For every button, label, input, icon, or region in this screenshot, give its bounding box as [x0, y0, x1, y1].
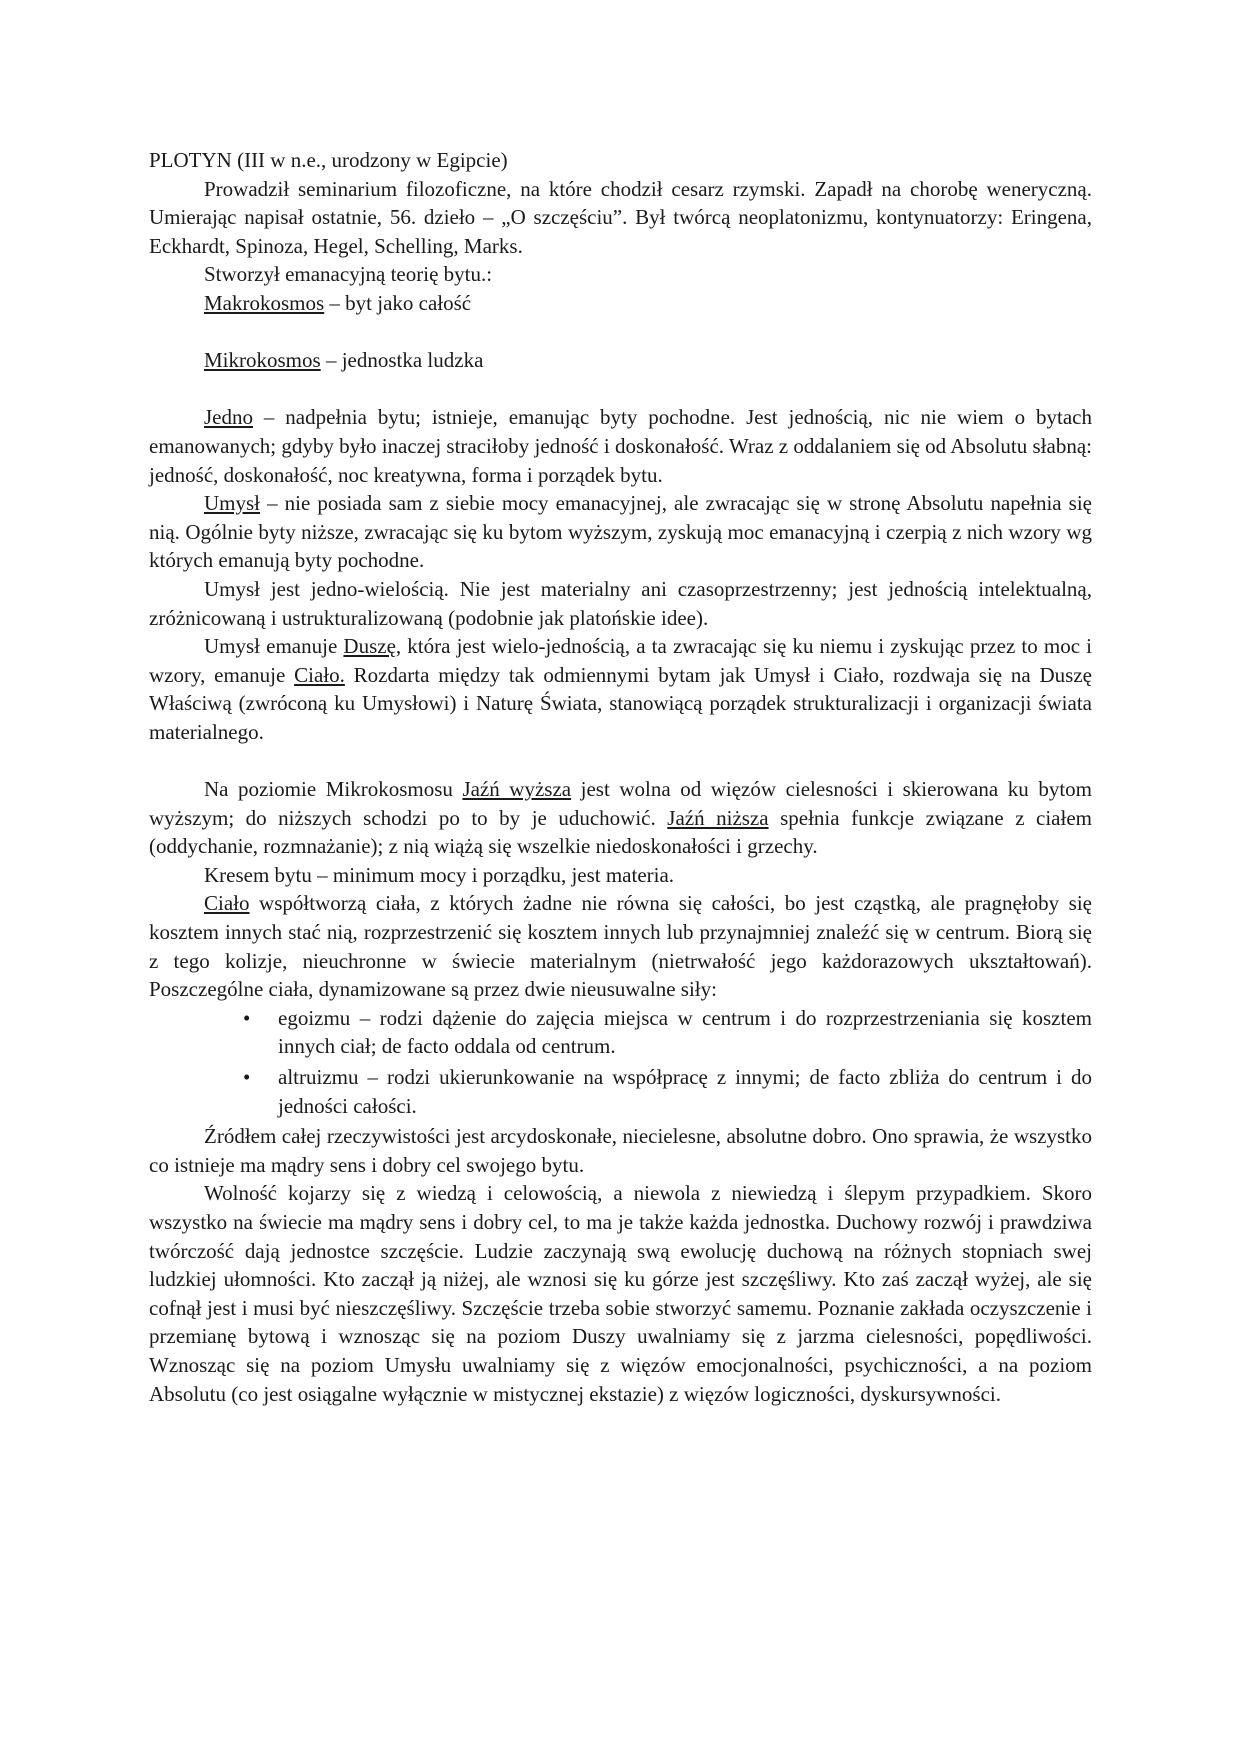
paragraph-mikrokosmos	[149, 775, 1092, 861]
makrokosmos-definition: – byt jako całość	[324, 290, 472, 315]
bullet-icon: •	[243, 1005, 251, 1030]
definition-makrokosmos	[149, 289, 1092, 318]
document-page	[149, 146, 1092, 1408]
paragraph-umysl	[149, 489, 1092, 575]
list-item	[243, 1063, 1092, 1120]
paragraph-intro: Prowadził seminarium filozoficzne, na które chodził cesarz rzymski. Zapadł na chorobę weneryczną. Umierając napisał ostatnie, 56. dzieło – „O szczęściu”. Był twórcą neoplatonizmu, kontynuatorzy: Eringena, Eckhardt, Spinoza, Hegel, Schelling, Marks.	[149, 176, 1092, 258]
blank-line	[149, 375, 1092, 404]
definition-mikrokosmos	[149, 346, 1092, 375]
mikrokosmos-definition: – jednostka ludzka	[320, 348, 484, 373]
term-jedno: Jedno	[204, 405, 253, 430]
term-umysl: Umysł	[204, 491, 261, 516]
term-mikrokosmos: Mikrokosmos	[204, 348, 321, 373]
mikrokosmos-text-c: spełnia funkcje związane z ciałem (oddychanie, rozmnażanie); z nią wiążą się wszelkie niedoskonałości i grzechy.	[149, 805, 1092, 859]
cialo-text: współtworzą ciała, z których żadne nie równa się całości, bo jest cząstką, ale pragnęłoby się kosztem innych stać nią, rozprzestrzenić się kosztem innych lub przynajmniej znaleźć się w centrum. Biorą się z tego kolizje, nieuchronne w świecie materialnym (nietrwałość jego każdorazowych ukształtowań). Poszczególne ciała, dynamizowane są przez dwie nieusuwalne siły:	[149, 891, 1092, 1002]
paragraph-zrodlem: Źródłem całej rzeczywistości jest arcydoskonałe, niecielesne, absolutne dobro. Ono sprawia, że wszystko co istnieje ma mądry sens i dobry cel swojego bytu.	[149, 1124, 1092, 1177]
blank-line	[149, 746, 1092, 775]
list-item-text: altruizmu – rodzi ukierunkowanie na współpracę z innymi; de facto zbliża do centrum i do jedności całości.	[278, 1065, 1092, 1118]
forces-list	[149, 1004, 1092, 1120]
list-item-text: egoizmu – rodzi dążenie do zajęcia miejsca w centrum i do rozprzestrzeniania się kosztem innych ciał; de facto oddala od centrum.	[278, 1005, 1092, 1059]
umysl-text: – nie posiada sam z siebie mocy emanacyjnej, ale zwracając się w stronę Absolutu napełnia się nią. Ogólnie byty niższe, zwracając się ku bytom wyższym, zyskują moc emanacyjną i czerpią z nich wzory wg których emanują byty pochodne.	[149, 491, 1092, 573]
paragraph-theory: Stworzył emanacyjną teorię bytu.:	[204, 262, 493, 287]
jedno-text: – nadpełnia bytu; istnieje, emanując byty pochodne. Jest jednością, nic nie wiem o bytach emanowanych; gdyby było inaczej straciłoby jedność i doskonałość. Wraz z oddalaniem się od Absolutu słabną: jedność, doskonałość, noc kreatywna, forma i porządek bytu.	[149, 405, 1092, 487]
document-title: PLOTYN (III w n.e., urodzony w Egipcie)	[149, 148, 508, 172]
umysl-emanuje-text-b: , która jest wielo-jednością, a ta zwracając się ku niemu i zyskując przez to moc i wzory, emanuje	[149, 634, 1093, 687]
paragraph-cialo	[149, 889, 1092, 1003]
mikrokosmos-text-b: jest wolna od więzów cielesności i skierowana ku bytom wyższym; do niższych schodzi po to by je uduchowić.	[149, 777, 1092, 830]
paragraph-kresem: Kresem bytu – minimum mocy i porządku, jest materia.	[204, 862, 675, 887]
term-jazn-nizsza: Jaźń niższa	[667, 805, 769, 830]
blank-line	[149, 318, 1092, 347]
bullet-icon: •	[243, 1065, 251, 1089]
paragraph-umysl-jedno-wielosc: Umysł jest jedno-wielością. Nie jest materialny ani czasoprzestrzenny; jest jednością intelektualną, zróżnicowaną i ustrukturalizowaną (podobnie jak platońskie idee).	[149, 576, 1092, 630]
list-item	[243, 1004, 1092, 1061]
mikrokosmos-text-a: Na poziomie Mikrokosmosu	[204, 777, 463, 802]
term-jazn-wyzsza: Jaźń wyższa	[462, 777, 572, 802]
umysl-emanuje-text-c: Rozdarta między tak odmiennymi bytam jak Umysł i Ciało, rozdwaja się na Duszę Właściwą (zwróconą ku Umysłowi) i Naturę Świata, stanowiącą porządek strukturalizacji i organizacji świata materialnego.	[149, 662, 1092, 744]
paragraph-wolnosc: Wolność kojarzy się z wiedzą i celowością, a niewola z niewiedzą i ślepym przypadkiem. Skoro wszystko na świecie ma mądry sens i dobry cel, to ma je także każda jednostka. Duchowy rozwój i prawdziwa twórczość dają jednostce szczęście. Ludzie zaczynają swą ewolucję duchową na różnych stopniach swej ludzkiej ułomności. Kto zaczął ją niżej, ale wznosi się ku górze jest szczęśliwy. Kto zaś zaczął wyżej, ale się cofnął jest i musi być nieszczęśliwy. Szczęście trzeba sobie stworzyć samemu. Poznanie zakłada oczyszczenie i przemianę bytową i wznosząc się na poziom Duszy uwalniamy się z jarzma cielesności, popędliwości. Wznosząc się na poziom Umysłu uwalniamy się z więzów emocjonalności, psychiczności, a na poziom Absolutu (co jest osiągalne wyłącznie w mistycznej ekstazie) z więzów logiczności, dyskursywności.	[149, 1181, 1092, 1406]
term-makrokosmos: Makrokosmos	[204, 290, 325, 315]
term-cialo: Ciało	[204, 891, 250, 916]
term-dusze: Duszę	[343, 634, 396, 659]
paragraph-jedno	[149, 403, 1092, 489]
umysl-emanuje-text-a: Umysł emanuje	[204, 634, 344, 659]
paragraph-umysl-emanuje	[149, 632, 1092, 746]
term-cialo-link: Ciało.	[294, 662, 345, 687]
